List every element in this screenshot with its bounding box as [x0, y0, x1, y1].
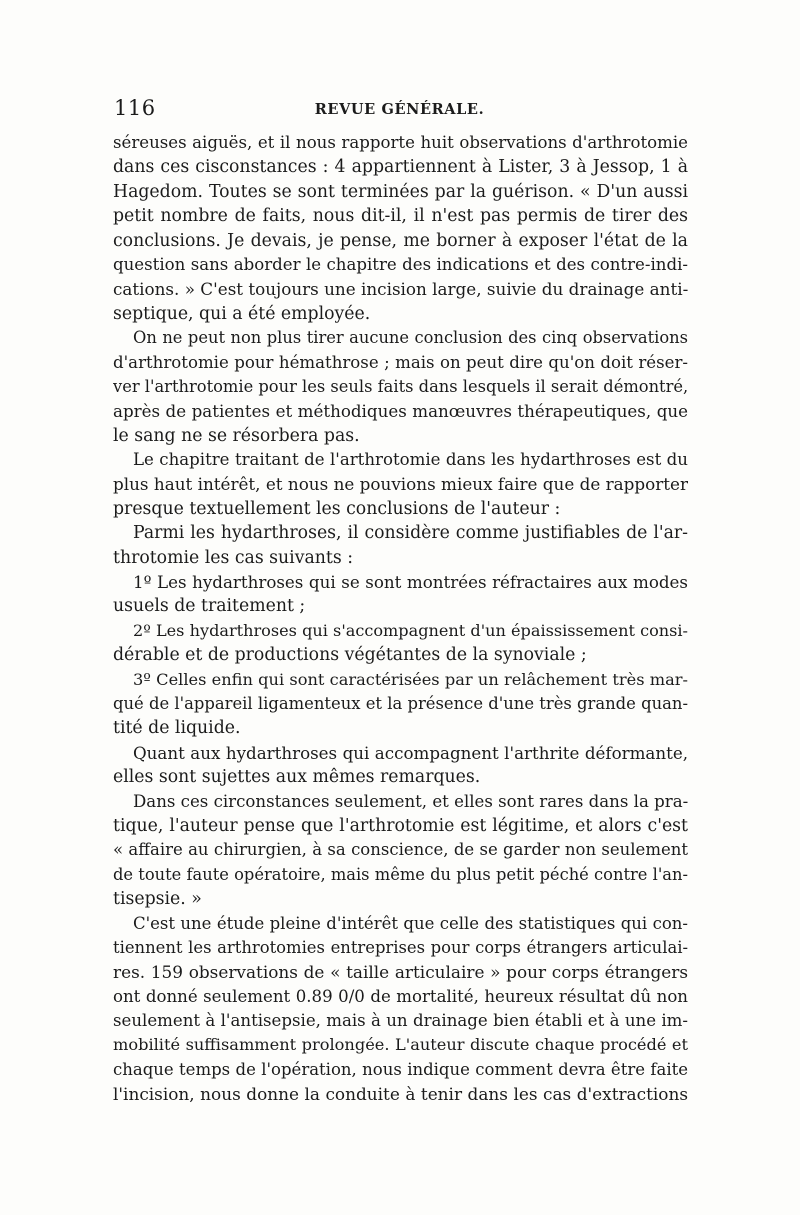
text-line: « affaire au chirurgien, à sa conscience, de se garder non seulement [113, 840, 688, 860]
text-line: tique, l'auteur pense que l'arthrotomie est légitime, et alors c'est [113, 815, 688, 836]
text-line: seulement à l'antisepsie, mais à un drainage bien établi et à une im- [113, 1011, 688, 1031]
text-line: ont donné seulement 0.89 0/0 de mortalité, heureux résultat dû non [113, 986, 688, 1006]
text-line: cations. » C'est toujours une incision large, suivie du drainage anti- [113, 279, 688, 300]
text-line: chaque temps de l'opération, nous indique comment devra être faite [113, 1059, 688, 1079]
page-number: 116 [114, 96, 156, 120]
text-line: usuels de traitement ; [113, 596, 306, 617]
text-line: Quant aux hydarthroses qui accompagnent l'arthrite déformante, [133, 742, 688, 763]
text-line: petit nombre de faits, nous dit-il, il n'est pas permis de tirer des [113, 206, 688, 227]
text-line: dérable et de productions végétantes de la synoviale ; [113, 645, 587, 666]
text-line: septique, qui a été employée. [113, 303, 371, 324]
text-line: Le chapitre traitant de l'arthrotomie dans les hydarthroses est du [133, 450, 688, 470]
text-line: tité de liquide. [113, 718, 241, 739]
text-line: le sang ne se résorbera pas. [113, 425, 360, 446]
text-line: Dans ces circonstances seulement, et elles sont rares dans la pra- [133, 791, 688, 811]
text-line: Hagedom. Toutes se sont terminées par la guérison. « D'un aussi [113, 181, 688, 202]
text-line: On ne peut non plus tirer aucune conclusion des cinq observations [133, 328, 688, 348]
text-line: C'est une étude pleine d'intérêt que celle des statistiques qui con- [133, 913, 688, 933]
text-line: d'arthrotomie pour hémathrose ; mais on peut dire qu'on doit réser- [113, 352, 688, 372]
text-line: séreuses aiguës, et il nous rapporte huit observations d'arthrotomie [113, 133, 688, 152]
text-line: question sans aborder le chapitre des indications et des contre-indi- [113, 254, 688, 274]
text-line: elles sont sujettes aux mêmes remarques. [113, 767, 481, 788]
running-head: REVUE GÉNÉRALE. [314, 101, 485, 118]
page-header [112, 96, 687, 126]
body-text [113, 131, 688, 1107]
text-line: de toute faute opératoire, mais même du plus petit péché contre l'an- [113, 864, 688, 884]
text-line: après de patientes et méthodiques manœuvres thérapeutiques, que [113, 401, 688, 422]
text-line: qué de l'appareil ligamenteux et la présence d'une très grande quan- [113, 693, 688, 713]
text-line: presque textuellement les conclusions de l'auteur : [113, 498, 561, 519]
text-line: l'incision, nous donne la conduite à tenir dans les cas d'extractions [113, 1084, 688, 1105]
text-line: 3º Celles enfin qui sont caractérisées par un relâchement très mar- [133, 669, 688, 689]
text-line: 1º Les hydarthroses qui se sont montrées réfractaires aux modes [133, 572, 688, 593]
text-line: conclusions. Je devais, je pense, me borner à exposer l'état de la [113, 230, 688, 251]
text-line: 2º Les hydarthroses qui s'accompagnent d'un épaississement consi- [133, 620, 688, 640]
text-line: throtomie les cas suivants : [113, 547, 354, 568]
text-line: dans ces cisconstances : 4 appartiennent à Lister, 3 à Jessop, 1 à [113, 157, 688, 178]
text-line: tiennent les arthrotomies entreprises pour corps étrangers articulai- [113, 937, 688, 957]
text-line: plus haut intérêt, et nous ne pouvions mieux faire que de rapporter [113, 474, 688, 495]
text-line: res. 159 observations de « taille articulaire » pour corps étrangers [113, 962, 688, 983]
text-line: tisepsie. » [113, 889, 202, 910]
text-line: ver l'arthrotomie pour les seuls faits dans lesquels il serait démontré, [113, 376, 688, 396]
text-line: Parmi les hydarthroses, il considère comme justifiables de l'ar- [133, 523, 688, 544]
text-line: mobilité suffisamment prolongée. L'auteur discute chaque procédé et [113, 1035, 688, 1055]
